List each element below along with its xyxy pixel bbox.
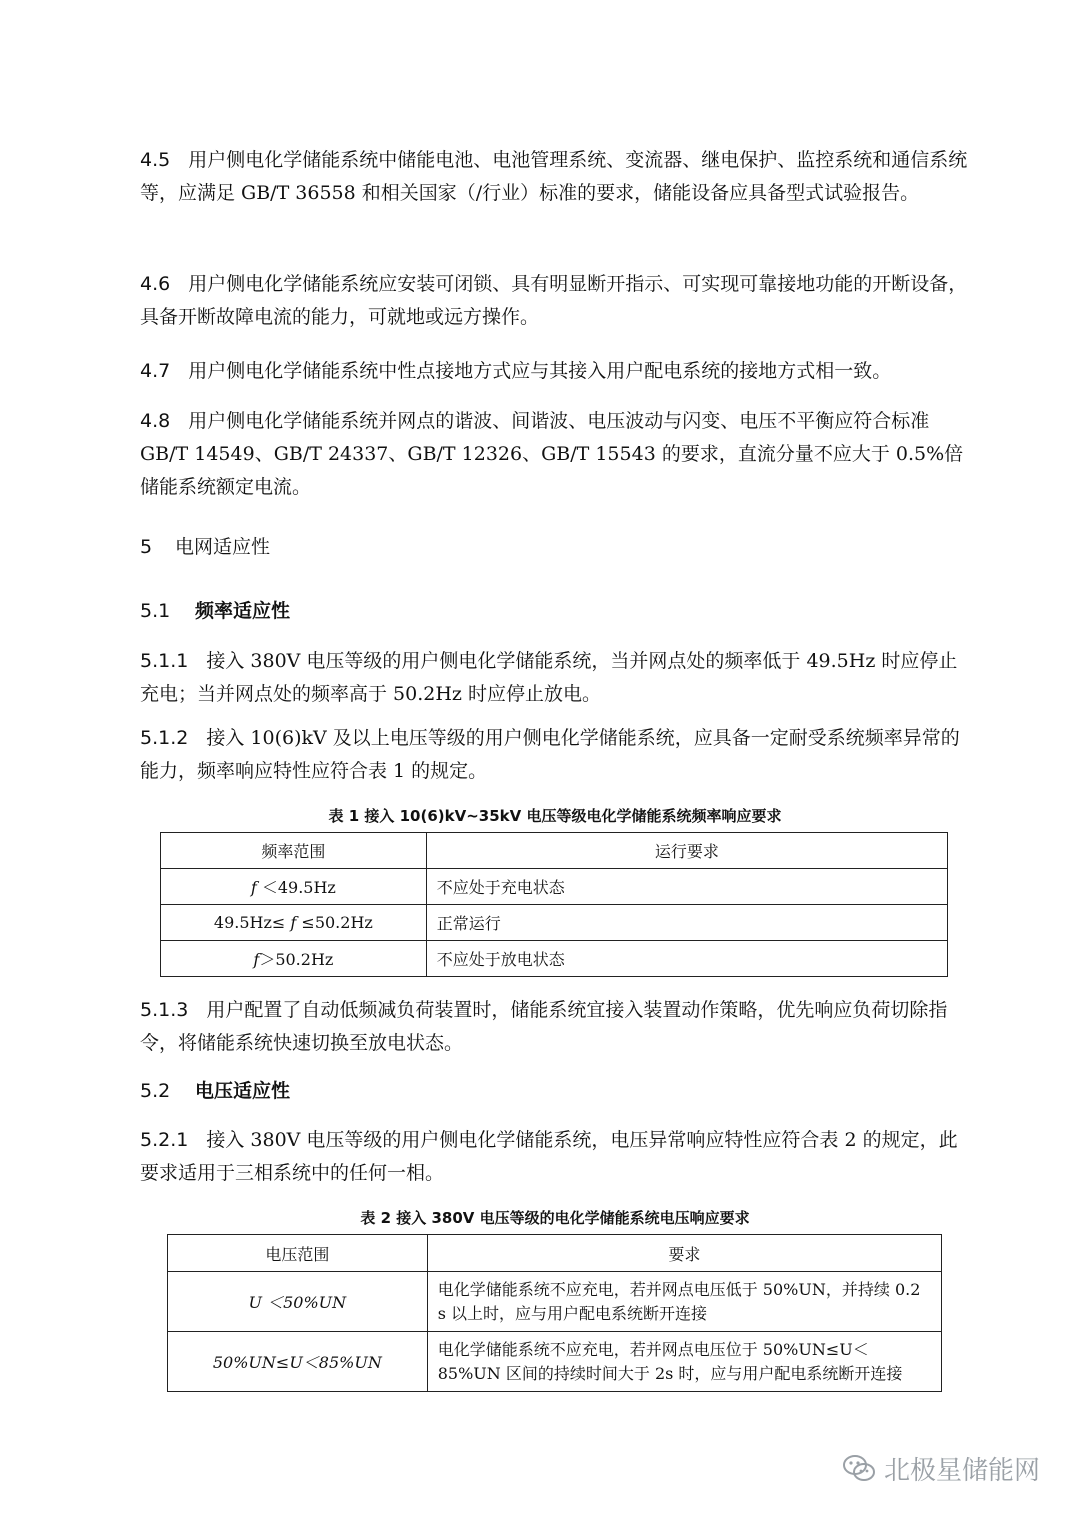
section-heading-5-1 xyxy=(140,596,290,626)
heading-title: 频率适应性 xyxy=(195,600,291,622)
table-2-caption: 表 2 接入 380V 电压等级的电化学储能系统电压响应要求 xyxy=(360,1209,750,1227)
table-header-row xyxy=(161,833,948,869)
section-heading-5 xyxy=(140,532,270,562)
range-text: ＜49.5Hz xyxy=(256,878,336,897)
table-row xyxy=(168,1332,942,1392)
table-cell-requirement: 正常运行 xyxy=(426,905,947,941)
clause-text: 用户侧电化学储能系统并网点的谐波、间谐波、电压波动与闪变、电压不平衡应符合标准 GB/T 14549、GB/T 24337、GB/T 12326、GB/T 15543 的要求，直流分量不应大于 0.5%倍储能系统额定电流。 xyxy=(140,410,964,498)
table-cell-range xyxy=(161,905,427,941)
table-1-caption: 表 1 接入 10(6)kV~35kV 电压等级电化学储能系统频率响应要求 xyxy=(328,807,782,825)
range-variable: f xyxy=(253,950,260,969)
range-text: ≤50.2Hz xyxy=(296,913,373,932)
heading-number: 5.2 xyxy=(140,1080,171,1102)
clause-4-5 xyxy=(140,144,970,210)
table-row xyxy=(161,869,948,905)
wechat-icon xyxy=(842,1453,876,1483)
clause-text: 接入 10(6)kV 及以上电压等级的用户侧电化学储能系统，应具备一定耐受系统频率异常的能力，频率响应特性应符合表 1 的规定。 xyxy=(140,727,960,782)
clause-number: 5.1.3 xyxy=(140,999,189,1021)
range-text: 49.5Hz≤ xyxy=(213,913,291,932)
range-text: ＞50.2Hz xyxy=(259,950,334,969)
table-cell-range: 50%UN≤U＜85%UN xyxy=(168,1332,428,1392)
clause-number: 4.6 xyxy=(140,273,171,295)
table-2 xyxy=(167,1234,942,1392)
clause-5-1-2 xyxy=(140,722,970,788)
clause-4-7 xyxy=(140,355,970,388)
table-row xyxy=(168,1272,942,1332)
heading-number: 5.1 xyxy=(140,600,171,622)
range-variable: f xyxy=(290,913,297,932)
table-header-cell: 电压范围 xyxy=(168,1235,428,1272)
clause-number: 4.7 xyxy=(140,360,171,382)
table-row xyxy=(161,905,948,941)
heading-title: 电网适应性 xyxy=(175,536,271,558)
table-cell-requirement: 电化学储能系统不应充电，若并网点电压低于 50%UN，并持续 0.2 s 以上时，应与用户配电系统断开连接 xyxy=(427,1272,941,1332)
table-header-row xyxy=(168,1235,942,1272)
clause-number: 4.5 xyxy=(140,149,171,171)
clause-number: 5.1.1 xyxy=(140,650,189,672)
table-1 xyxy=(160,832,948,977)
clause-text: 用户侧电化学储能系统应安装可闭锁、具有明显断开指示、可实现可靠接地功能的开断设备，具备开断故障电流的能力，可就地或远方操作。 xyxy=(140,273,968,328)
clause-4-8 xyxy=(140,405,970,504)
table-cell-range: U ＜50%UN xyxy=(168,1272,428,1332)
clause-text: 用户侧电化学储能系统中储能电池、电池管理系统、变流器、继电保护、监控系统和通信系统等，应满足 GB/T 36558 和相关国家（/行业）标准的要求，储能设备应具备型式试验报告。 xyxy=(140,149,968,204)
table-header-cell: 运行要求 xyxy=(426,833,947,869)
clause-text: 接入 380V 电压等级的用户侧电化学储能系统，电压异常响应特性应符合表 2 的规定，此要求适用于三相系统中的任何一相。 xyxy=(140,1129,958,1184)
table-row xyxy=(161,941,948,977)
clause-4-6 xyxy=(140,268,970,334)
clause-number: 4.8 xyxy=(140,410,171,432)
table-cell-requirement: 电化学储能系统不应充电，若并网点电压位于 50%UN≤U＜85%UN 区间的持续时间大于 2s 时，应与用户配电系统断开连接 xyxy=(427,1332,941,1392)
watermark-text: 北极星储能网 xyxy=(884,1455,1041,1486)
clause-number: 5.2.1 xyxy=(140,1129,189,1151)
clause-5-1-3 xyxy=(140,994,970,1060)
table-cell-requirement: 不应处于充电状态 xyxy=(426,869,947,905)
range-variable: f xyxy=(250,878,257,897)
clause-text: 用户配置了自动低频减负荷装置时，储能系统宜接入装置动作策略，优先响应负荷切除指令，将储能系统快速切换至放电状态。 xyxy=(140,999,948,1054)
clause-5-1-1 xyxy=(140,645,970,711)
clause-5-2-1 xyxy=(140,1124,970,1190)
clause-number: 5.1.2 xyxy=(140,727,189,749)
table-cell-range xyxy=(161,869,427,905)
table-cell-requirement: 不应处于放电状态 xyxy=(426,941,947,977)
clause-text: 接入 380V 电压等级的用户侧电化学储能系统，当并网点处的频率低于 49.5Hz 时应停止充电；当并网点处的频率高于 50.2Hz 时应停止放电。 xyxy=(140,650,958,705)
clause-text: 用户侧电化学储能系统中性点接地方式应与其接入用户配电系统的接地方式相一致。 xyxy=(188,360,892,382)
heading-title: 电压适应性 xyxy=(195,1080,291,1102)
table-cell-range xyxy=(161,941,427,977)
watermark xyxy=(842,1448,1040,1488)
heading-number: 5 xyxy=(140,536,153,558)
section-heading-5-2 xyxy=(140,1076,290,1106)
table-header-cell: 要求 xyxy=(427,1235,941,1272)
table-header-cell: 频率范围 xyxy=(161,833,427,869)
